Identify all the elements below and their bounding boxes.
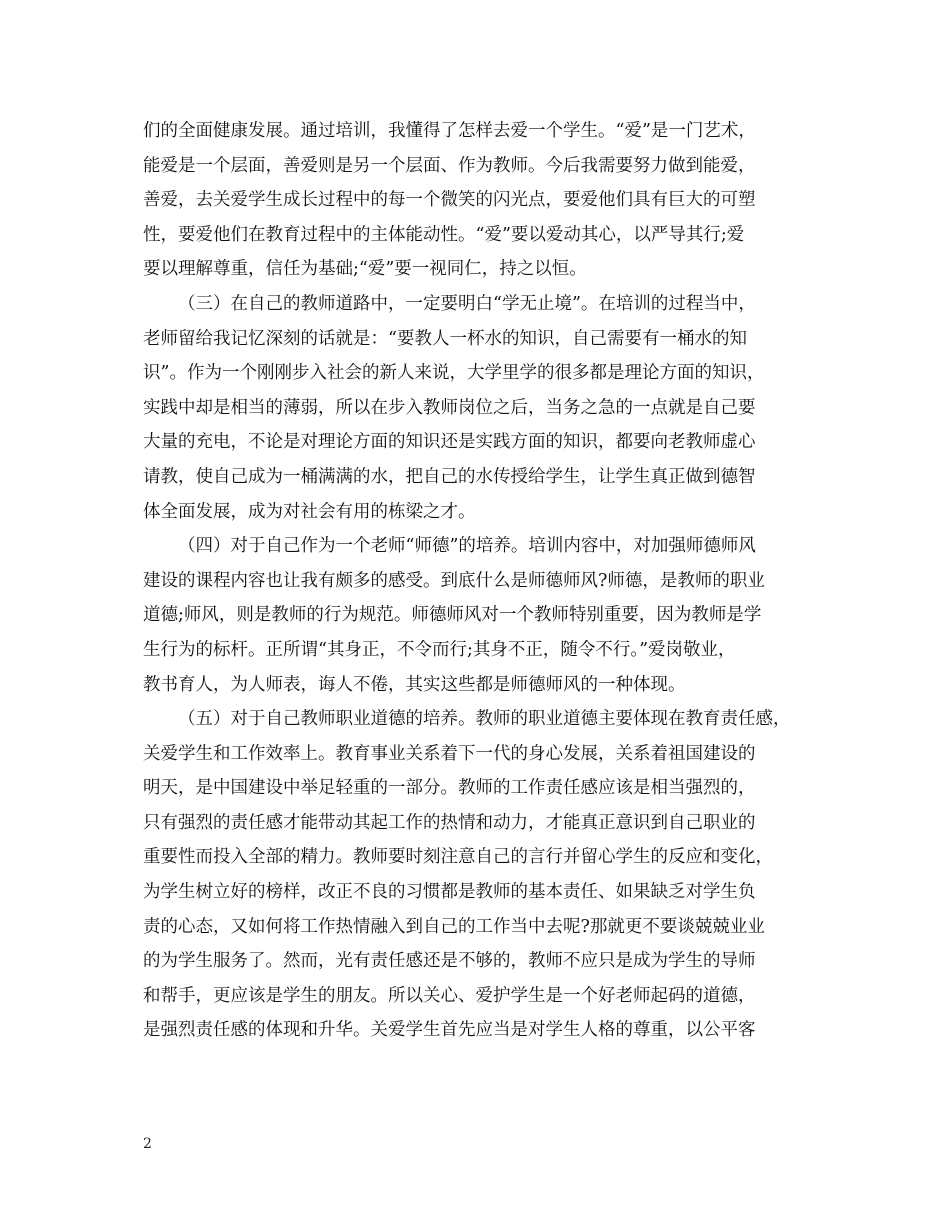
text-line: （四）对于自己作为一个老师“师德”的培养。培训内容中，对加强师德师风 [178,536,756,557]
paragraph [143,114,809,287]
text-line: 要以理解尊重，信任为基础;“爱”要一视同仁，持之以恒。 [143,259,587,280]
paragraph [143,702,809,1048]
text-line: 和帮手，更应该是学生的朋友。所以关心、爱护学生是一个好老师起码的道德， [143,985,756,1006]
text-line: 性，要爱他们在教育过程中的主体能动性。“爱”要以爱动其心，以严导其行;爱 [143,224,745,245]
text-line: 关爱学生和工作效率上。教育事业关系着下一代的身心发展，关系着祖国建设的 [143,743,756,764]
text-line: 重要性而投入全部的精力。教师要时刻注意自己的言行并留心学生的反应和变化， [143,847,773,868]
text-line: 是强烈责任感的体现和升华。关爱学生首先应当是对学生人格的尊重，以公平客 [143,1020,756,1041]
text-line: 大量的充电，不论是对理论方面的知识还是实践方面的知识，都要向老教师虚心 [143,432,756,453]
text-line: 明天，是中国建设中举足轻重的一部分。教师的工作责任感应该是相当强烈的， [143,778,756,799]
text-line: 们的全面健康发展。通过培训，我懂得了怎样去爱一个学生。“爱”是一门艺术， [143,121,756,141]
text-line: 生行为的标杆。正所谓“其身正，不令而行;其身不正，随令不行。”爱岗敬业， [143,639,736,660]
text-line: 善爱，去关爱学生成长过程中的每一个微笑的闪光点，要爱他们具有巨大的可塑 [143,190,756,211]
text-line: 责的心态，又如何将工作热情融入到自己的工作当中去呢?那就更不要谈兢兢业业 [143,916,765,937]
paragraph [143,287,809,529]
page-number: 2 [143,1136,152,1152]
text-line: （三）在自己的教师道路中，一定要明白“学无止境”。在培训的过程当中， [178,293,756,314]
text-line: 老师留给我记忆深刻的话就是：“要教人一杯水的知识，自己需要有一桶水的知 [143,328,747,349]
document-body [143,114,809,1048]
text-line: 能爱是一个层面，善爱则是另一个层面、作为教师。今后我需要努力做到能爱， [143,155,756,176]
text-line: 教书育人，为人师表，诲人不倦，其实这些都是师德师风的一种体现。 [143,674,686,695]
text-line: 只有强烈的责任感才能带动其起工作的热情和动力，才能真正意识到自己职业的 [143,812,756,833]
text-line: 道德;师风，则是教师的行为规范。师德师风对一个教师特别重要，因为教师是学 [143,605,762,626]
text-line: 实践中却是相当的薄弱，所以在步入教师岗位之后，当务之急的一点就是自己要 [143,397,756,418]
text-line: 为学生树立好的榜样，改正不良的习惯都是教师的基本责任、如果缺乏对学生负 [143,882,756,903]
text-line: 的为学生服务了。然而，光有责任感还是不够的，教师不应只是成为学生的导师 [143,951,756,972]
text-line: （五）对于自己教师职业道德的培养。教师的职业道德主要体现在教育责任感， [178,709,791,730]
text-line: 请教，使自己成为一桶满满的水，把自己的水传授给学生，让学生真正做到德智 [143,466,756,487]
text-line: 建设的课程内容也让我有颇多的感受。到底什么是师德师风?师德，是教师的职业 [143,570,765,591]
text-line: 识”。作为一个刚刚步入社会的新人来说，大学里学的很多都是理论方面的知识， [143,363,765,384]
text-line: 体全面发展，成为对社会有用的栋梁之才。 [143,501,476,522]
paragraph [143,529,809,702]
